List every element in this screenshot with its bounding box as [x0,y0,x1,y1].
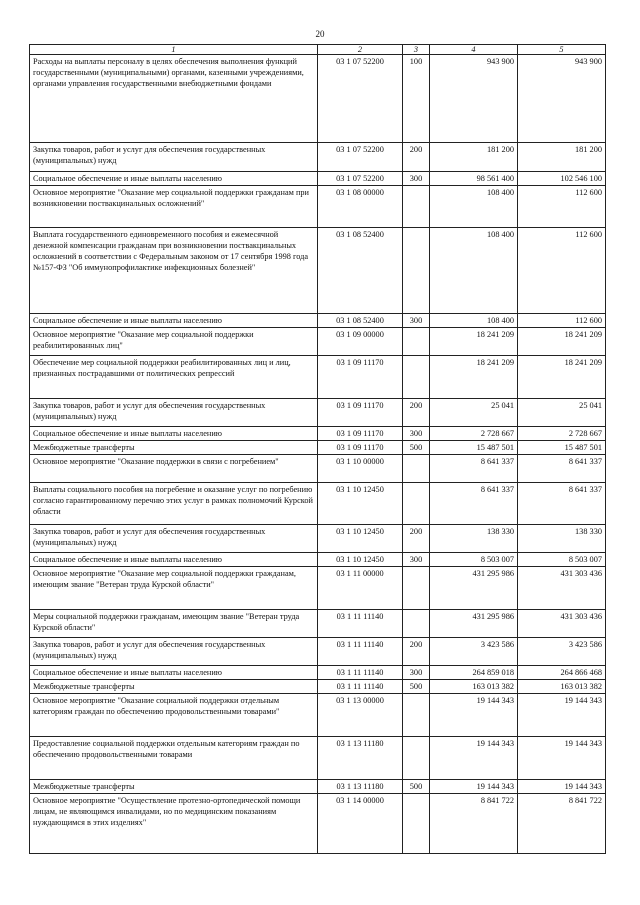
row-name: Межбюджетные трансферты [30,441,318,455]
row-code: 03 1 08 52400 [318,314,403,328]
header-row [30,45,606,55]
row-amount-2: 19 144 343 [518,780,606,794]
row-amount-2: 181 200 [518,143,606,172]
row-code: 03 1 09 11170 [318,441,403,455]
row-expense-type [403,356,430,399]
row-name: Социальное обеспечение и иные выплаты населению [30,314,318,328]
row-code: 03 1 08 52400 [318,228,403,314]
row-amount-1: 19 144 343 [430,694,518,737]
row-amount-1: 15 487 501 [430,441,518,455]
row-amount-2: 264 866 468 [518,666,606,680]
row-expense-type: 200 [403,143,430,172]
row-name: Обеспечение мер социальной поддержки реабилитированных лиц и лиц, признанных пострадавшими от политических репрессий [30,356,318,399]
row-expense-type: 300 [403,553,430,567]
row-name: Предоставление социальной поддержки отдельным категориям граждан по обеспечению продовольственными товарами [30,737,318,780]
row-expense-type [403,228,430,314]
table-row [30,455,606,483]
row-amount-2: 102 546 100 [518,172,606,186]
row-amount-1: 98 561 400 [430,172,518,186]
table-row [30,794,606,854]
row-amount-2: 8 641 337 [518,483,606,525]
row-code: 03 1 11 11140 [318,638,403,666]
row-expense-type: 200 [403,525,430,553]
header-col-code: 2 [318,45,403,55]
row-name: Меры социальной поддержки гражданам, имеющим звание "Ветеран труда Курской области" [30,610,318,638]
row-name: Основное мероприятие "Оказание социальной поддержки отдельным категориям граждан по обеспечению продовольственными товарами" [30,694,318,737]
table-row [30,737,606,780]
row-amount-1: 25 041 [430,399,518,427]
header-col-type: 3 [403,45,430,55]
row-name: Закупка товаров, работ и услуг для обеспечения государственных (муниципальных) нужд [30,638,318,666]
row-code: 03 1 09 11170 [318,427,403,441]
row-amount-2: 8 503 007 [518,553,606,567]
row-amount-1: 8 841 722 [430,794,518,854]
row-amount-1: 943 900 [430,55,518,143]
row-amount-2: 112 600 [518,186,606,228]
row-name: Закупка товаров, работ и услуг для обеспечения государственных (муниципальных) нужд [30,525,318,553]
row-name: Основное мероприятие "Осуществление протезно-ортопедической помощи лицам, не являющимся инвалидами, но по медицинским показаниям нуждающимся в этих изделиях" [30,794,318,854]
table-row [30,55,606,143]
table-row [30,399,606,427]
row-expense-type [403,794,430,854]
row-amount-2: 163 013 382 [518,680,606,694]
row-code: 03 1 11 11140 [318,610,403,638]
row-name: Закупка товаров, работ и услуг для обеспечения государственных (муниципальных) нужд [30,399,318,427]
row-name: Выплаты социального пособия на погребение и оказание услуг по погребению согласно гарантированному перечню этих услуг в рамках полномочий Курской области [30,483,318,525]
row-expense-type: 500 [403,780,430,794]
table-row [30,441,606,455]
row-amount-1: 8 503 007 [430,553,518,567]
row-code: 03 1 14 00000 [318,794,403,854]
header-col-amount-2: 5 [518,45,606,55]
row-amount-2: 112 600 [518,314,606,328]
table-row [30,680,606,694]
row-code: 03 1 09 00000 [318,328,403,356]
row-amount-2: 19 144 343 [518,694,606,737]
table-row [30,228,606,314]
row-expense-type: 200 [403,638,430,666]
table-row [30,694,606,737]
table-row [30,638,606,666]
page-number: 20 [315,29,325,39]
row-amount-2: 19 144 343 [518,737,606,780]
row-amount-2: 8 641 337 [518,455,606,483]
table-row [30,610,606,638]
row-code: 03 1 13 00000 [318,694,403,737]
table-row [30,483,606,525]
row-amount-1: 8 641 337 [430,455,518,483]
table-row [30,186,606,228]
row-amount-1: 163 013 382 [430,680,518,694]
row-amount-1: 108 400 [430,314,518,328]
row-expense-type: 300 [403,172,430,186]
row-code: 03 1 07 52200 [318,172,403,186]
row-amount-1: 18 241 209 [430,328,518,356]
row-amount-1: 264 859 018 [430,666,518,680]
row-code: 03 1 13 11180 [318,737,403,780]
row-code: 03 1 11 11140 [318,666,403,680]
row-code: 03 1 07 52200 [318,143,403,172]
row-name: Основное мероприятие "Оказание мер социальной поддержки гражданам при возникновении поствакцинальных осложнений" [30,186,318,228]
table-row [30,553,606,567]
row-expense-type: 500 [403,680,430,694]
row-name: Социальное обеспечение и иные выплаты населению [30,666,318,680]
row-amount-2: 18 241 209 [518,328,606,356]
row-name: Межбюджетные трансферты [30,680,318,694]
row-expense-type [403,567,430,610]
table-row [30,314,606,328]
row-expense-type [403,694,430,737]
row-name: Выплата государственного единовременного пособия и ежемесячной денежной компенсации гражданам при возникновении поствакцинальных осложнений в соответствии с Федеральным законом от 17 сентября 1998 года №157-ФЗ "Об иммунопрофилактике инфекционных болезней" [30,228,318,314]
row-expense-type: 100 [403,55,430,143]
row-amount-1: 18 241 209 [430,356,518,399]
row-expense-type [403,737,430,780]
row-amount-2: 25 041 [518,399,606,427]
row-name: Социальное обеспечение и иные выплаты населению [30,427,318,441]
header-col-name: 1 [30,45,318,55]
row-expense-type: 300 [403,314,430,328]
row-code: 03 1 09 11170 [318,399,403,427]
row-expense-type [403,186,430,228]
row-amount-2: 112 600 [518,228,606,314]
row-expense-type: 300 [403,666,430,680]
row-name: Основное мероприятие "Оказание мер социальной поддержки гражданам, имеющим звание "Ветеран труда Курской области" [30,567,318,610]
table-row [30,525,606,553]
row-name: Социальное обеспечение и иные выплаты населению [30,553,318,567]
row-amount-1: 108 400 [430,228,518,314]
row-amount-2: 15 487 501 [518,441,606,455]
row-code: 03 1 08 00000 [318,186,403,228]
row-amount-1: 19 144 343 [430,737,518,780]
row-name: Закупка товаров, работ и услуг для обеспечения государственных (муниципальных) нужд [30,143,318,172]
row-amount-2: 8 841 722 [518,794,606,854]
row-expense-type [403,328,430,356]
row-expense-type [403,483,430,525]
row-code: 03 1 10 12450 [318,525,403,553]
row-code: 03 1 10 12450 [318,553,403,567]
row-amount-2: 431 303 436 [518,567,606,610]
row-amount-1: 138 330 [430,525,518,553]
row-name: Расходы на выплаты персоналу в целях обеспечения выполнения функций государственными (муниципальными) органами, казенными учреждениями, органами управления государственными внебюджетными фондами [30,55,318,143]
row-amount-1: 431 295 986 [430,610,518,638]
row-code: 03 1 11 11140 [318,680,403,694]
header-col-amount-1: 4 [430,45,518,55]
row-amount-1: 108 400 [430,186,518,228]
row-amount-2: 2 728 667 [518,427,606,441]
row-name: Межбюджетные трансферты [30,780,318,794]
row-expense-type: 500 [403,441,430,455]
row-amount-1: 19 144 343 [430,780,518,794]
row-amount-1: 181 200 [430,143,518,172]
budget-table [29,44,606,854]
row-name: Основное мероприятие "Оказание поддержки в связи с погребением" [30,455,318,483]
row-amount-2: 943 900 [518,55,606,143]
row-amount-2: 18 241 209 [518,356,606,399]
table-row [30,172,606,186]
row-expense-type [403,455,430,483]
row-amount-2: 431 303 436 [518,610,606,638]
row-code: 03 1 11 00000 [318,567,403,610]
row-expense-type: 300 [403,427,430,441]
row-amount-2: 138 330 [518,525,606,553]
table-row [30,356,606,399]
row-amount-1: 3 423 586 [430,638,518,666]
table-row [30,328,606,356]
row-name: Социальное обеспечение и иные выплаты населению [30,172,318,186]
row-amount-1: 8 641 337 [430,483,518,525]
row-amount-1: 431 295 986 [430,567,518,610]
row-code: 03 1 13 11180 [318,780,403,794]
table-row [30,567,606,610]
row-expense-type [403,610,430,638]
row-code: 03 1 10 00000 [318,455,403,483]
table-row [30,427,606,441]
table-row [30,780,606,794]
table-row [30,143,606,172]
table-row [30,666,606,680]
row-name: Основное мероприятие "Оказание мер социальной поддержки реабилитированных лиц" [30,328,318,356]
row-code: 03 1 10 12450 [318,483,403,525]
row-expense-type: 200 [403,399,430,427]
row-code: 03 1 09 11170 [318,356,403,399]
row-code: 03 1 07 52200 [318,55,403,143]
row-amount-1: 2 728 667 [430,427,518,441]
row-amount-2: 3 423 586 [518,638,606,666]
